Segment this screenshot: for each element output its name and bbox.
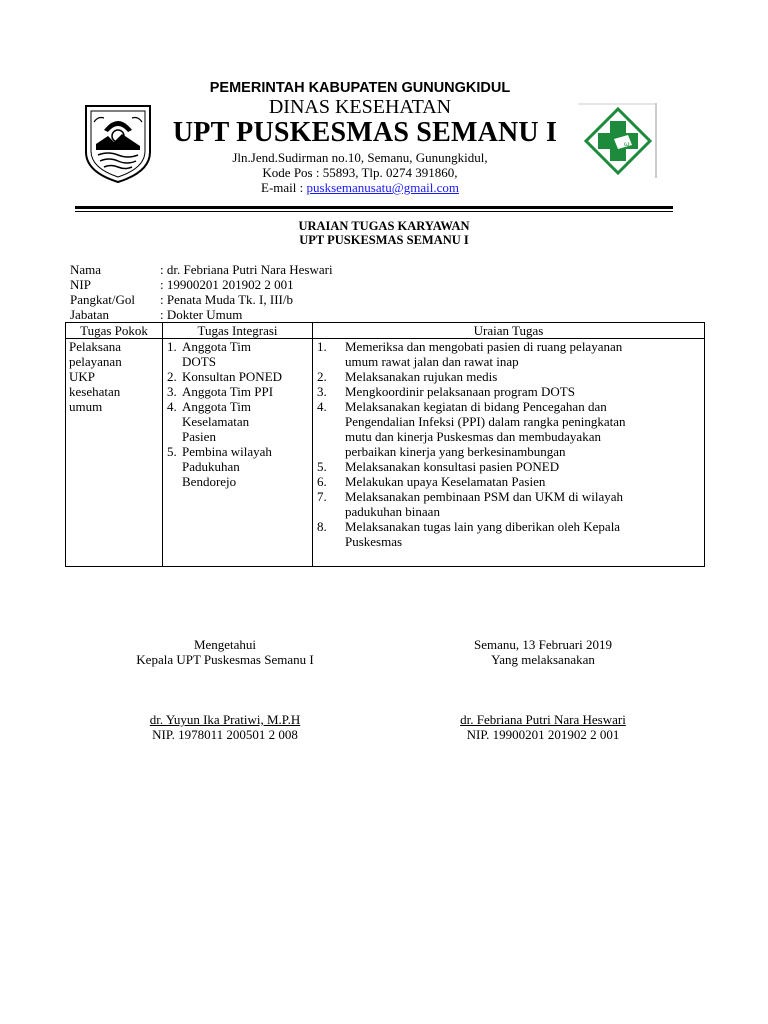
identity-label: NIP	[70, 277, 91, 292]
email-link[interactable]: pusksemanusatu@gmail.com	[306, 180, 459, 195]
duty-description-item	[317, 489, 704, 519]
signature-block-left	[105, 637, 345, 742]
identity-value: : 19900201 201902 2 001	[160, 277, 294, 292]
identity-label: Nama	[70, 262, 102, 277]
item-text-line: Melaksanakan kegiatan di bidang Pencegahan dan	[345, 399, 607, 414]
item-number: 2.	[167, 369, 177, 384]
item-number: 4.	[167, 399, 177, 414]
identity-label: Pangkat/Gol	[70, 292, 135, 307]
item-text	[182, 384, 273, 399]
tugas-pokok-line: UKP	[69, 369, 96, 384]
item-text-line: Anggota Tim	[182, 339, 251, 354]
item-text-line: Mengkoordinir pelaksanaan program DOTS	[345, 384, 575, 399]
item-text-line: Melakukan upaya Keselamatan Pasien	[345, 474, 546, 489]
item-text-line: Anggota Tim	[182, 399, 251, 414]
item-text-line: Memeriksa dan mengobati pasien di ruang pelayanan	[345, 339, 623, 354]
item-text	[345, 399, 626, 459]
header-tugas-pokok: Tugas Pokok	[66, 323, 163, 339]
item-text-line: umum rawat jalan dan rawat inap	[345, 354, 519, 369]
integration-task-item	[167, 384, 312, 399]
integration-task-item	[167, 369, 312, 384]
item-text	[182, 369, 282, 384]
duty-description-item	[317, 384, 704, 399]
item-text	[182, 444, 272, 489]
item-text-line: Konsultan PONED	[182, 369, 283, 384]
employee-nip: NIP. 19900201 201902 2 001	[466, 727, 620, 742]
header-uraian-tugas: Uraian Tugas	[313, 323, 705, 339]
tugas-pokok-line: pelayanan	[69, 354, 122, 369]
address-line-1: Jln.Jend.Sudirman no.10, Semanu, Gunungkidul,	[232, 150, 488, 165]
unit-name: UPT PUSKESMAS SEMANU I	[172, 117, 558, 148]
item-number: 3.	[167, 384, 177, 399]
integration-task-item	[167, 399, 312, 444]
item-text	[345, 489, 623, 519]
identity-row-position	[70, 307, 242, 323]
tugas-pokok-line: umum	[69, 399, 103, 414]
item-number: 7.	[317, 489, 327, 504]
head-nip: NIP. 1978011 200501 2 008	[152, 727, 298, 742]
item-number: 1.	[317, 339, 327, 354]
item-text	[345, 384, 575, 399]
identity-row-nip	[70, 277, 294, 293]
executor-label: Yang melaksanakan	[491, 652, 595, 667]
duty-description-item	[317, 474, 704, 489]
integration-task-item	[167, 444, 312, 489]
identity-value: : Dokter Umum	[160, 307, 243, 322]
item-text-line: Bendorejo	[182, 474, 237, 489]
item-text-line: Melaksanakan rujukan medis	[345, 369, 498, 384]
head-name: dr. Yuyun Ika Pratiwi, M.P.H	[149, 712, 301, 727]
header-rule-thin	[75, 211, 673, 212]
tugas-integrasi-cell	[163, 339, 313, 567]
item-number: 5.	[167, 444, 177, 459]
identity-label: Jabatan	[70, 307, 109, 322]
duty-description-item	[317, 369, 704, 384]
item-text-line: Pasien	[182, 429, 216, 444]
item-text-line: Keselamatan	[182, 414, 250, 429]
tugas-pokok-line: kesehatan	[69, 384, 121, 399]
item-text-line: Puskesmas	[345, 534, 403, 549]
head-title: Kepala UPT Puskesmas Semanu I	[136, 652, 314, 667]
item-text-line: Pengendalian Infeksi (PPI) dalam rangka peningkatan	[345, 414, 626, 429]
employee-name: dr. Febriana Putri Nara Heswari	[460, 712, 626, 727]
item-text-line: padukuhan binaan	[345, 504, 440, 519]
address-line-2: Kode Pos : 55893, Tlp. 0274 391860,	[262, 165, 458, 180]
duty-table-header-row	[66, 323, 705, 339]
item-number: 8.	[317, 519, 327, 534]
identity-value: : dr. Febriana Putri Nara Heswari	[160, 262, 333, 277]
item-text-line: Padukuhan	[182, 459, 240, 474]
item-number: 6.	[317, 474, 327, 489]
identity-row-name	[70, 262, 333, 278]
item-text	[182, 339, 251, 369]
item-text	[345, 459, 559, 474]
item-number: 5.	[317, 459, 327, 474]
duty-description-item	[317, 459, 704, 474]
item-number: 3.	[317, 384, 327, 399]
item-text-line: Melaksanakan tugas lain yang diberikan oleh Kepala	[345, 519, 621, 534]
item-text	[345, 339, 622, 369]
item-text	[182, 399, 251, 444]
uraian-tugas-cell	[313, 339, 705, 567]
email-line	[170, 180, 550, 196]
item-text-line: Melaksanakan pembinaan PSM dan UKM di wilayah	[345, 489, 624, 504]
header-tugas-integrasi: Tugas Integrasi	[163, 323, 313, 339]
item-text	[345, 519, 620, 549]
document-subtitle: UPT PUSKESMAS SEMANU I	[299, 233, 469, 247]
acknowledged-label: Mengetahui	[193, 637, 257, 652]
department-name: DINAS KESEHATAN	[268, 96, 452, 118]
identity-row-rank	[70, 292, 293, 308]
item-text-line: Melaksanakan konsultasi pasien PONED	[345, 459, 560, 474]
duty-table	[65, 322, 705, 567]
item-text-line: Anggota Tim PPI	[182, 384, 274, 399]
regency-seal-logo	[78, 100, 158, 184]
header-rule-thick	[75, 206, 673, 209]
duty-description-item	[317, 399, 704, 459]
item-number: 4.	[317, 399, 327, 414]
identity-value: : Penata Muda Tk. I, III/b	[160, 292, 293, 307]
duty-description-item	[317, 339, 704, 369]
item-text	[345, 369, 497, 384]
place-date: Semanu, 13 Februari 2019	[474, 637, 612, 652]
item-number: 2.	[317, 369, 327, 384]
item-text-line: perbaikan kinerja yang berkesinambungan	[345, 444, 566, 459]
svg-text:ω: ω	[624, 141, 630, 148]
tugas-pokok-cell	[66, 339, 163, 567]
integration-task-item	[167, 339, 312, 369]
item-text-line: mutu dan kinerja Puskesmas dan membudayakan	[345, 429, 601, 444]
item-text-line: Pembina wilayah	[182, 444, 272, 459]
tugas-pokok-line: Pelaksana	[69, 339, 121, 354]
government-name: PEMERINTAH KABUPATEN GUNUNGKIDUL	[209, 80, 511, 96]
item-text-line: DOTS	[182, 354, 216, 369]
duty-table-row	[66, 339, 705, 567]
puskesmas-logo	[578, 103, 658, 178]
document-title: URAIAN TUGAS KARYAWAN	[298, 219, 470, 233]
duty-description-item	[317, 519, 704, 549]
item-number: 1.	[167, 339, 177, 354]
signature-block-right	[423, 637, 663, 742]
email-label: E-mail :	[261, 180, 307, 195]
item-text	[345, 474, 545, 489]
